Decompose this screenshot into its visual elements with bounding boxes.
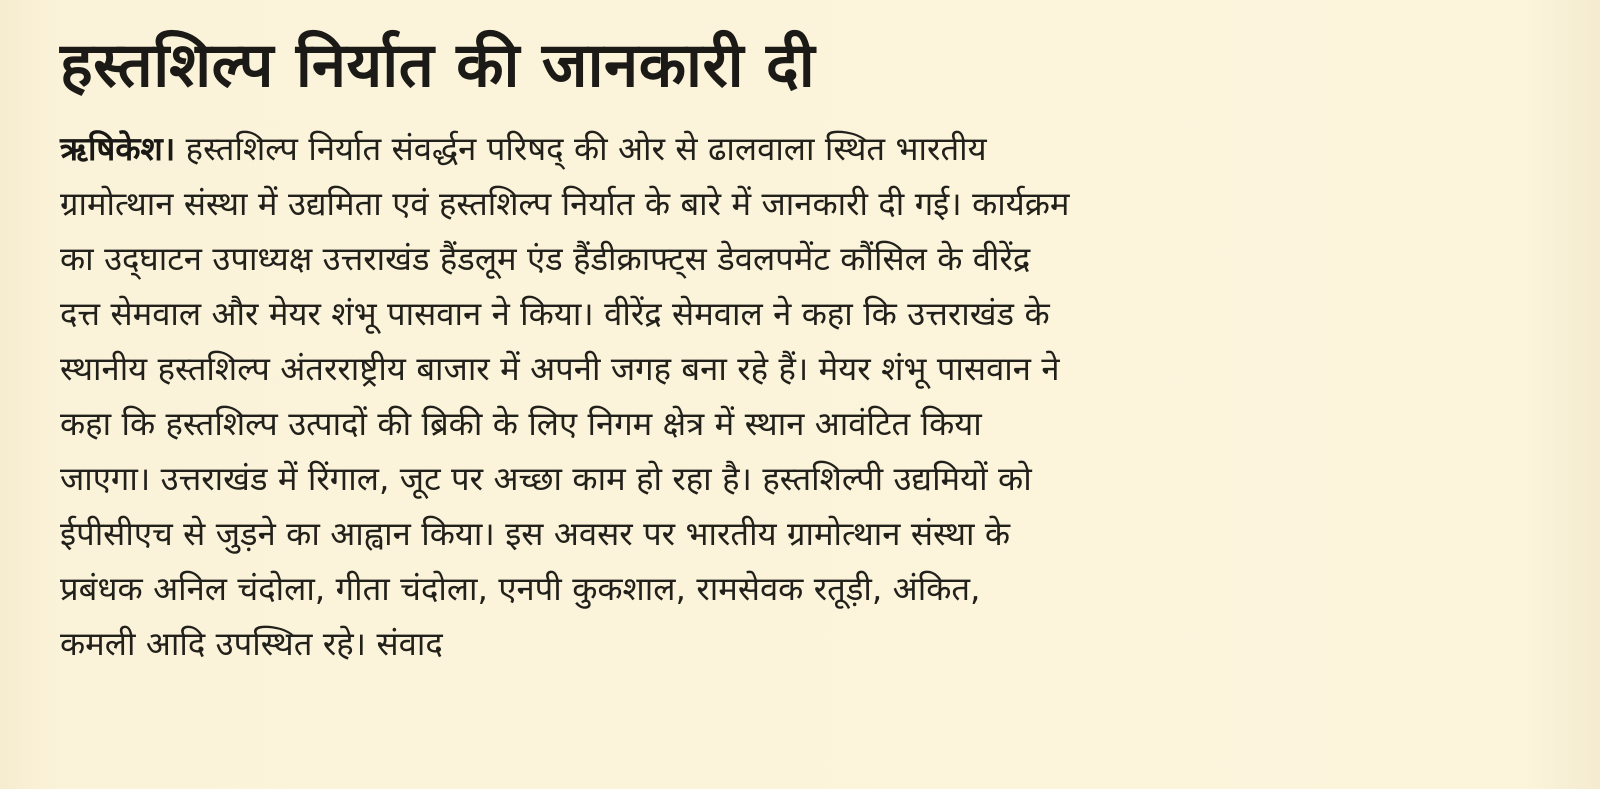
article-line-7: जाएगा। उत्तराखंड में रिंगाल, जूट पर अच्छा काम हो रहा है। हस्तशिल्पी उद्यमियों को: [60, 460, 1032, 498]
article-line-6: कहा कि हस्तशिल्प उत्पादों की ब्रिकी के लिए निगम क्षेत्र में स्थान आवंटित किया: [60, 405, 982, 443]
article-line-3: का उद्‌घाटन उपाध्यक्ष उत्तराखंड हैंडलूम एंड हैंडीक्राफ्ट्स डेवलपमेंट कौंसिल के वीरेंद्र: [60, 240, 1031, 278]
article-line-9: प्रबंधक अनिल चंदोला, गीता चंदोला, एनपी कुकशाल, रामसेवक रतूड़ी, अंकित,: [60, 570, 981, 608]
article-dateline: ऋषिकेश।: [60, 130, 176, 168]
article-line-text: हस्तशिल्प निर्यात संवर्द्धन परिषद् की ओर से ढालवाला स्थित भारतीय: [175, 130, 987, 168]
article-line-1: [60, 122, 1540, 177]
article-line-10: कमली आदि उपस्थित रहे। संवाद: [60, 625, 443, 663]
article-body: [60, 122, 1540, 672]
article-line-2: ग्रामोत्थान संस्था में उद्यमिता एवं हस्तशिल्प निर्यात के बारे में जानकारी दी गई। कार्यक्रम: [60, 185, 1070, 223]
article-line-5: स्थानीय हस्तशिल्प अंतरराष्ट्रीय बाजार में अपनी जगह बना रहे हैं। मेयर शंभू पासवान ने: [60, 350, 1060, 388]
news-article: [60, 22, 1540, 672]
article-headline: हस्तशिल्प निर्यात की जानकारी दी: [60, 29, 816, 101]
article-line-8: ईपीसीएच से जुड़ने का आह्वान किया। इस अवसर पर भारतीय ग्रामोत्थान संस्था के: [60, 515, 1011, 553]
article-line-4: दत्त सेमवाल और मेयर शंभू पासवान ने किया। वीरेंद्र सेमवाल ने कहा कि उत्तराखंड के: [60, 295, 1050, 333]
